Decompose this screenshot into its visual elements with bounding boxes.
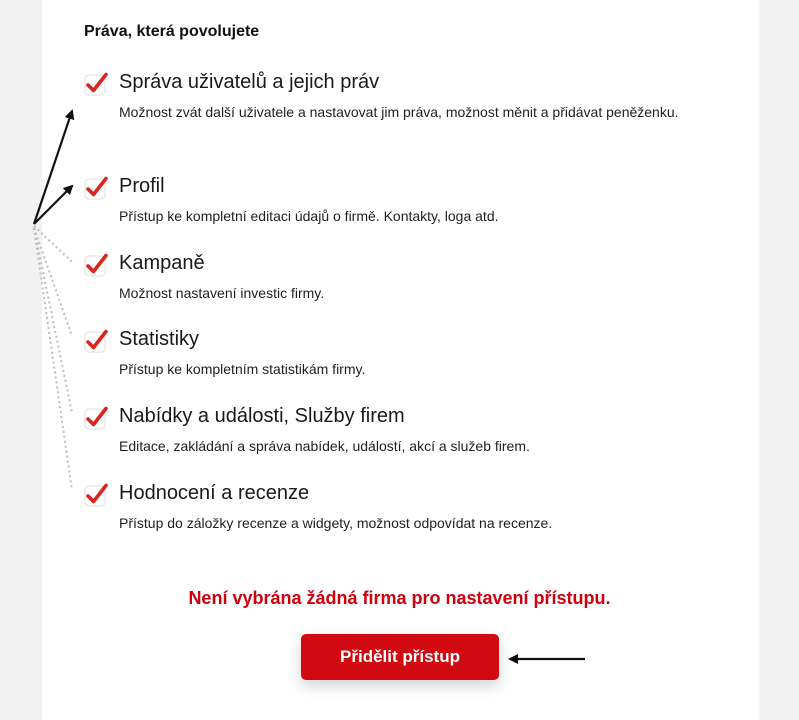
permission-description: Možnost zvát další uživatele a nastavovat jim práva, možnost měnit a přidávat peněženku.	[119, 104, 679, 120]
permission-title: Nabídky a události, Služby firem	[119, 405, 405, 427]
permission-description: Možnost nastavení investic firmy.	[119, 285, 325, 301]
checkbox-campaigns[interactable]	[84, 253, 108, 277]
checkmark-icon	[84, 176, 108, 200]
checkbox-profile[interactable]	[84, 176, 108, 200]
permission-description: Přístup ke kompletní editaci údajů o firmě. Kontakty, loga atd.	[119, 208, 499, 224]
permission-title: Hodnocení a recenze	[119, 482, 310, 504]
permission-title: Kampaně	[119, 252, 205, 274]
permission-title: Profil	[119, 175, 165, 197]
checkmark-icon	[84, 329, 108, 353]
checkbox-offers[interactable]	[84, 406, 108, 430]
checkmark-icon	[84, 253, 108, 277]
checkbox-reviews[interactable]	[84, 483, 108, 507]
permission-description: Přístup do záložky recenze a widgety, možnost odpovídat na recenze.	[119, 515, 553, 531]
permission-description: Editace, zakládání a správa nabídek, událostí, akcí a služeb firem.	[119, 438, 530, 454]
error-message: Není vybrána žádná firma pro nastavení přístupu.	[188, 588, 611, 608]
permission-title: Statistiky	[119, 328, 200, 350]
permission-title: Správa uživatelů a jejich práv	[119, 71, 380, 93]
grant-access-button[interactable]: Přidělit přístup	[301, 634, 499, 680]
checkmark-icon	[84, 406, 108, 430]
permission-description: Přístup ke kompletním statistikám firmy.	[119, 361, 366, 377]
section-heading: Práva, která povolujete	[84, 23, 260, 40]
checkmark-icon	[84, 72, 108, 96]
checkbox-users[interactable]	[84, 72, 108, 96]
checkbox-statistics[interactable]	[84, 329, 108, 353]
checkmark-icon	[84, 483, 108, 507]
